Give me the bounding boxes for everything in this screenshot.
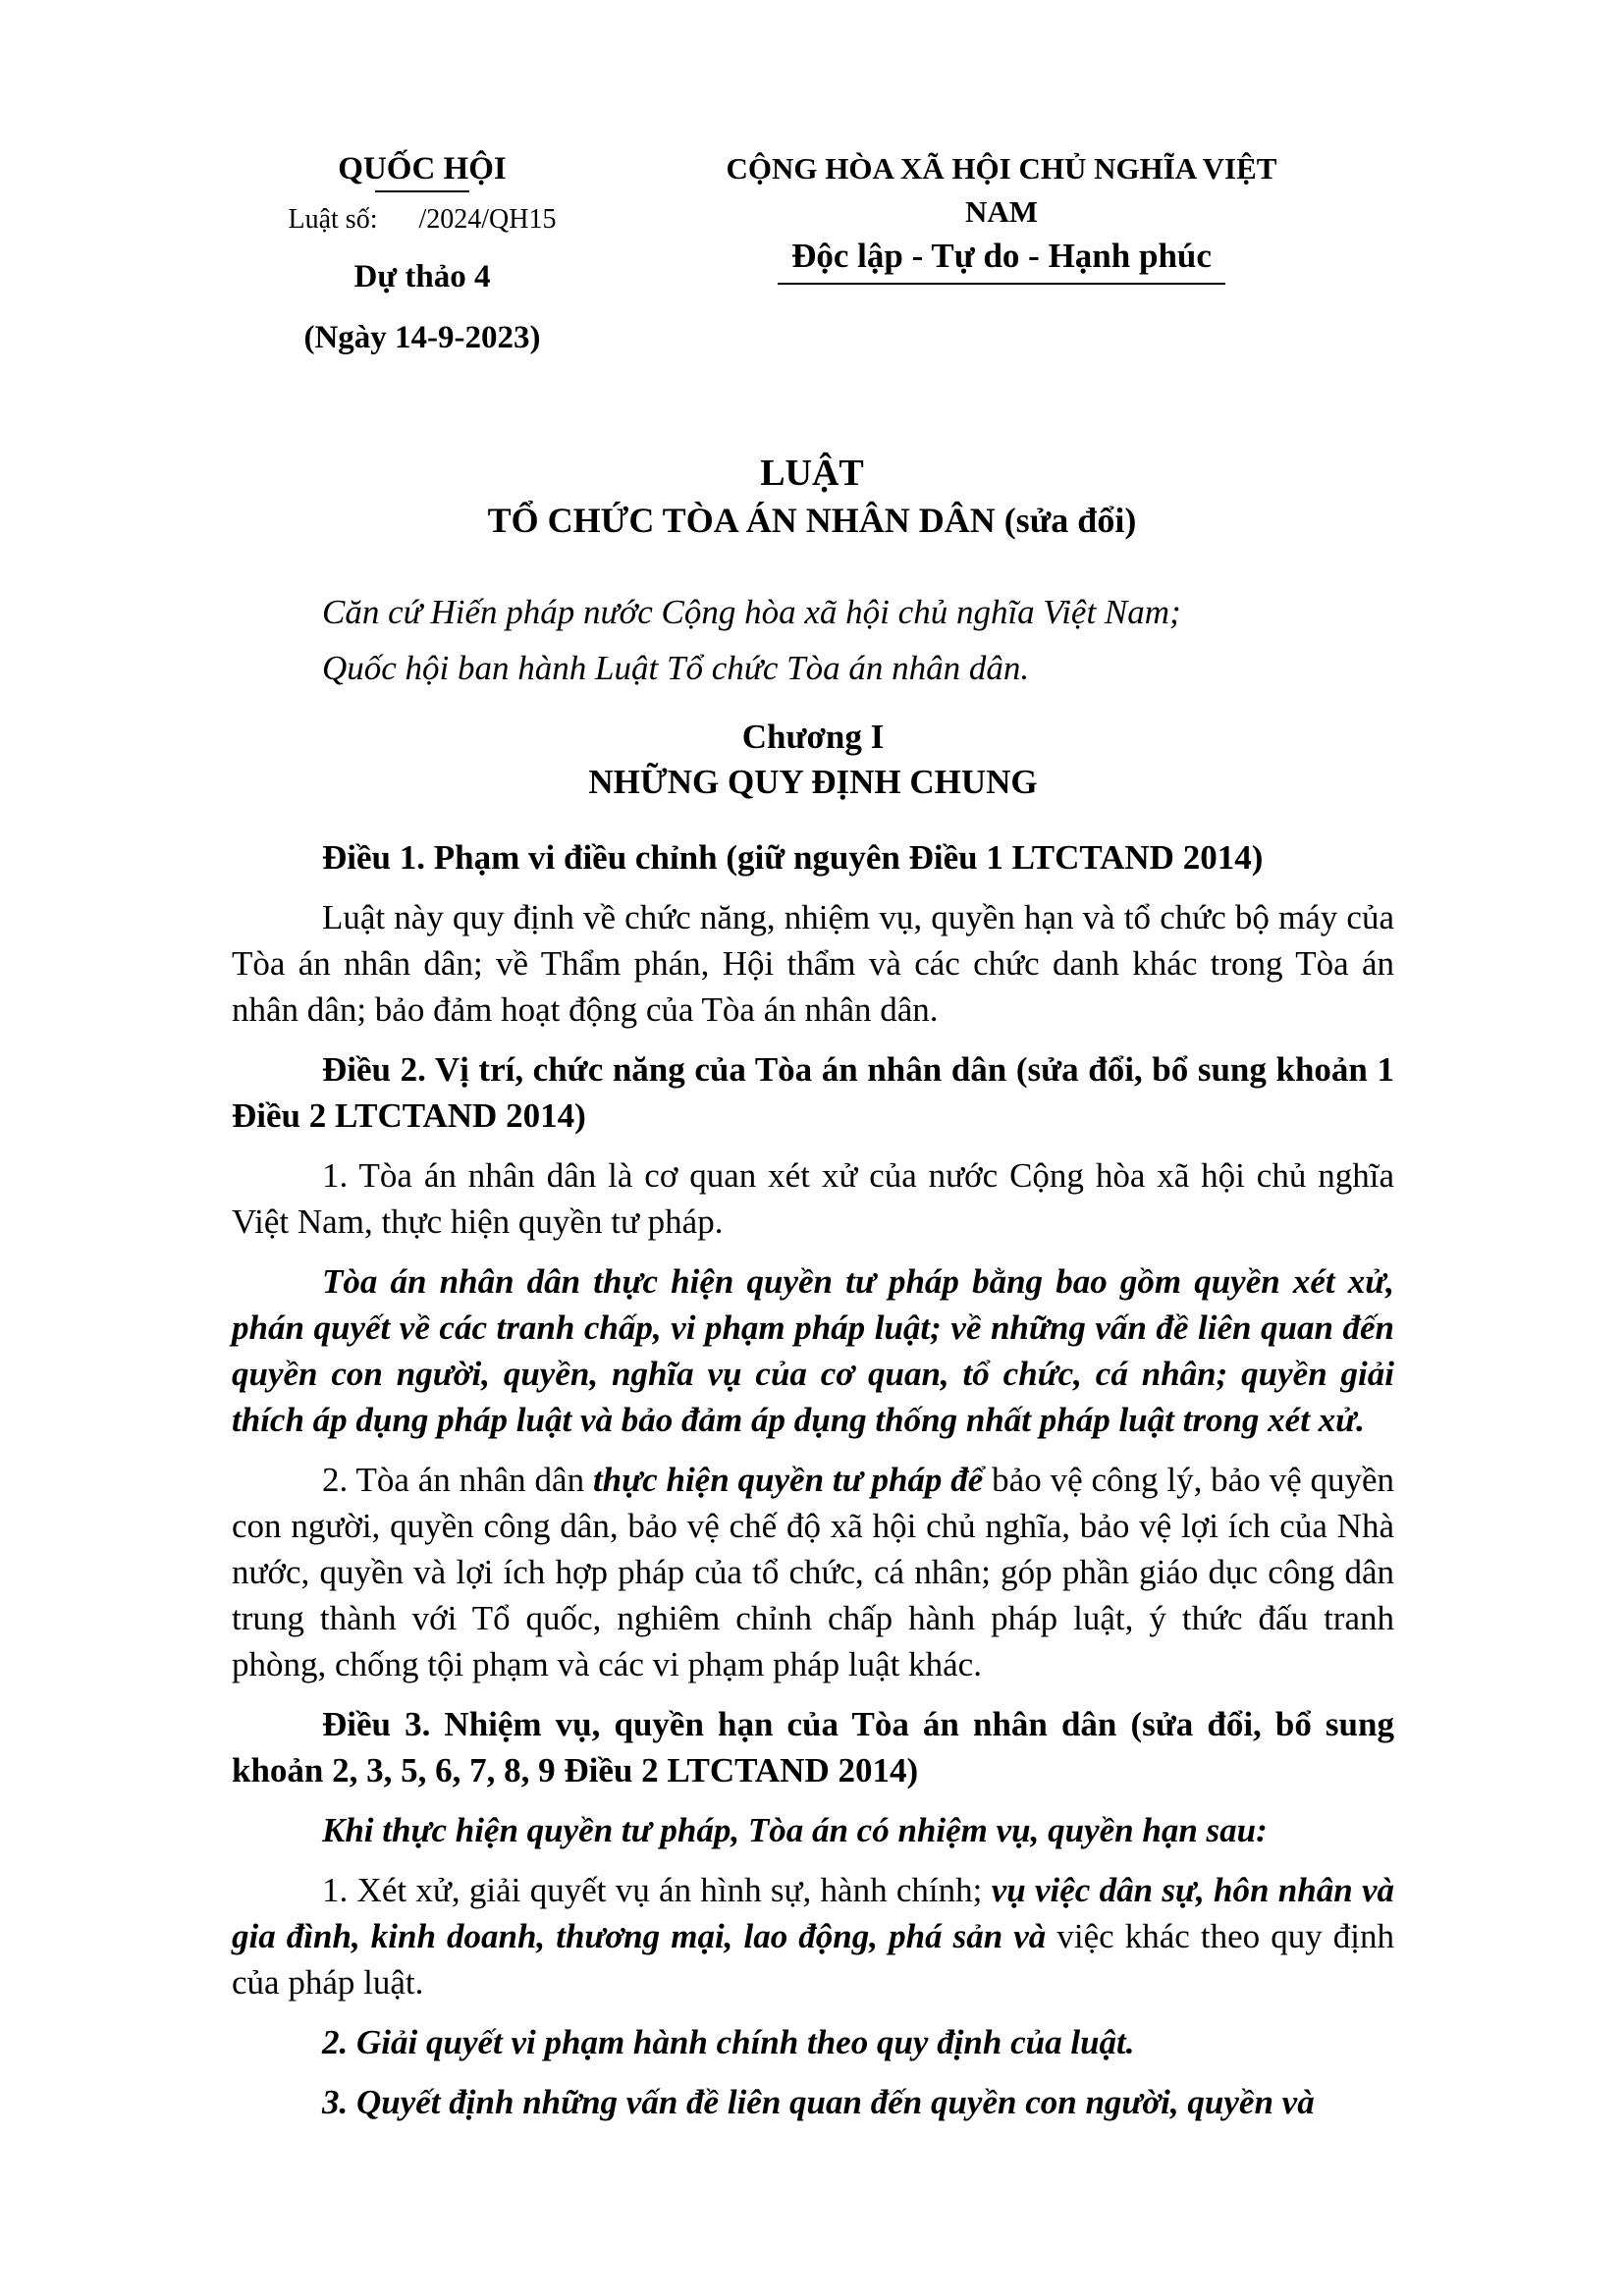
article-2-heading: Điều 2. Vị trí, chức năng của Tòa án nhân dân (sửa đổi, bổ sung khoản 1 Điều 2 LTCTAND 2014) (232, 1050, 1394, 1135)
draft-label: Dự thảo 4 (353, 259, 491, 294)
national-title: CỘNG HÒA XÃ HỘI CHỦ NGHĨA VIỆT NAM (726, 151, 1277, 229)
motto-underline (778, 283, 1225, 285)
law-title-line2: TỔ CHỨC TÒA ÁN NHÂN DÂN (sửa đổi) (487, 501, 1137, 540)
national-motto: Độc lập - Tự do - Hạnh phúc (791, 237, 1212, 275)
article-2-clause-2 (232, 1457, 1394, 1687)
law-number: Luật số: /2024/QH15 (288, 204, 557, 235)
article-1-paragraph: Luật này quy định về chức năng, nhiệm vụ, quyền hạn và tổ chức bộ máy của Tòa án nhân dân; về Thẩm phán, Hội thẩm và các chức danh khác trong Tòa án nhân dân; bảo đảm hoạt động của Tòa án nhân dân. (232, 898, 1394, 1029)
article-3-clause-3: 3. Quyết định những vấn đề liên quan đến quyền con người, quyền và (322, 2083, 1315, 2121)
law-title (245, 450, 1379, 544)
article-3-intro: Khi thực hiện quyền tư pháp, Tòa án có nhiệm vụ, quyền hạn sau: (322, 1811, 1268, 1849)
header-right (687, 147, 1316, 285)
article-2-clause-2-rest: bảo vệ công lý, bảo vệ quyền con người, quyền công dân, bảo vệ chế độ xã hội chủ nghĩa, bảo vệ lợi ích của Nhà nước, quyền và lợi ích hợp pháp của tổ chức, cá nhân; góp phần giáo dục công dân trung thành với Tổ quốc, nghiêm chỉnh chấp hành pháp luật, ý thức đấu tranh phòng, chống tội phạm và các vi phạm pháp luật khác. (232, 1461, 1395, 1683)
draft-date: (Ngày 14-9-2023) (303, 320, 541, 355)
article-2-amendment-text: Tòa án nhân dân thực hiện quyền tư pháp bằng bao gồm quyền xét xử, phán quyết về các tranh chấp, vi phạm pháp luật; về những vấn đề liên quan đến quyền con người, quyền, nghĩa vụ của cơ quan, tổ chức, cá nhân; quyền giải thích áp dụng pháp luật và bảo đảm áp dụng thống nhất pháp luật trong xét xử. (232, 1262, 1394, 1439)
chapter-label: Chương I (741, 718, 885, 756)
legal-basis-line2: Quốc hội ban hành Luật Tổ chức Tòa án nhân dân. (322, 649, 1030, 687)
article-3-clause-1-amended: vụ việc dân sự, hôn nhân và gia đình, kinh doanh, thương mại, lao động, phá sản và (232, 1871, 1394, 1955)
article-2-clause-1: 1. Tòa án nhân dân là cơ quan xét xử của nước Cộng hòa xã hội chủ nghĩa Việt Nam, thực hiện quyền tư pháp. (232, 1156, 1394, 1241)
article-3-heading: Điều 3. Nhiệm vụ, quyền hạn của Tòa án nhân dân (sửa đổi, bổ sung khoản 2, 3, 5, 6, 7, 8, 9 Điều 2 LTCTAND 2014) (232, 1705, 1394, 1789)
article-1-heading: Điều 1. Phạm vi điều chỉnh (giữ nguyên Điều 1 LTCTAND 2014) (322, 838, 1264, 877)
issuing-organization: QUỐC HỘI (338, 151, 507, 187)
law-title-line1: LUẬT (760, 453, 864, 494)
article-3-clause-1-start: 1. Xét xử, giải quyết vụ án hình sự, hành chính; (322, 1871, 992, 1909)
chapter-name: NHỮNG QUY ĐỊNH CHUNG (588, 763, 1038, 801)
article-2-clause-2-start: 2. Tòa án nhân dân (322, 1461, 593, 1499)
article-3-clause-1-rest: việc khác theo quy định của pháp luật. (232, 1917, 1394, 2002)
legal-basis-line1: Căn cứ Hiến pháp nước Cộng hòa xã hội chủ nghĩa Việt Nam; (322, 593, 1181, 631)
article-2-clause-2-amended: thực hiện quyền tư pháp để (592, 1461, 984, 1499)
article-3-clause-2: 2. Giải quyết vi phạm hành chính theo quy định của luật. (322, 2023, 1135, 2061)
enactment-statement (232, 645, 1394, 691)
document-body (232, 589, 1394, 2139)
org-underline (375, 190, 469, 192)
article-3-clause-1 (232, 1867, 1394, 2005)
legal-basis (232, 589, 1394, 635)
header-left (236, 147, 609, 361)
